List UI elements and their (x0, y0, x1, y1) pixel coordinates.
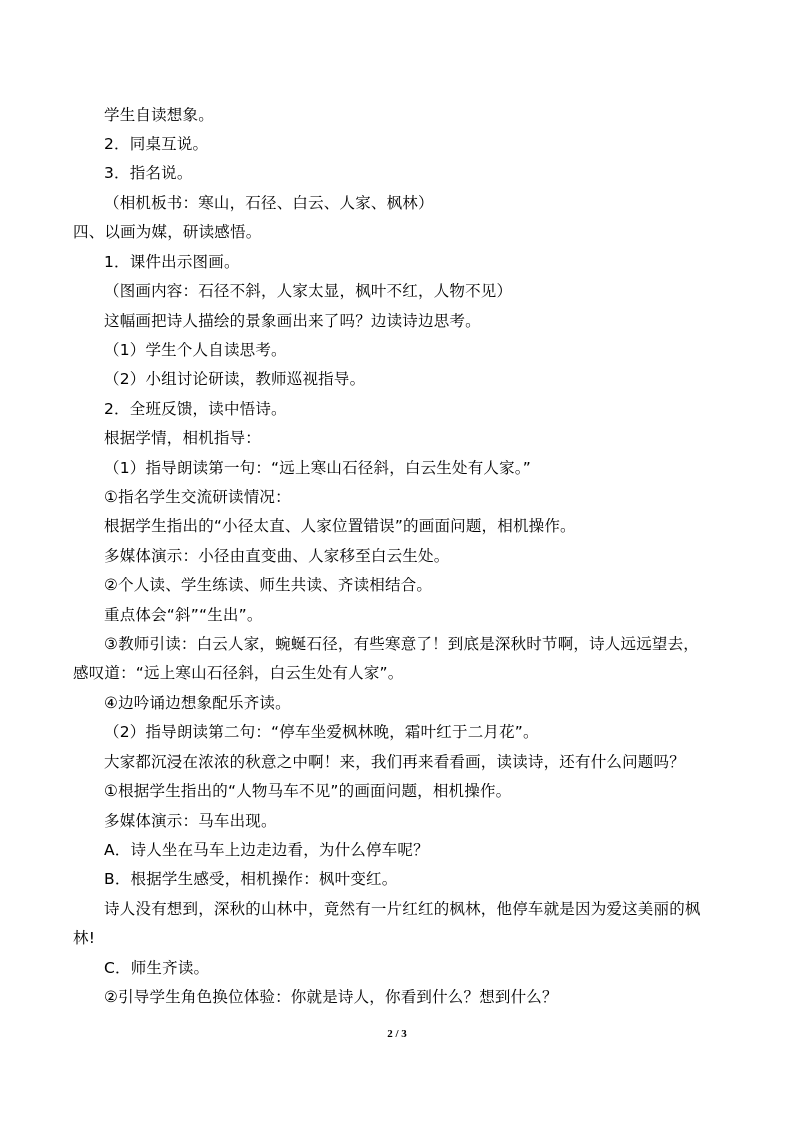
text-line: 根据学情，相机指导： (104, 429, 262, 447)
text-line: （相机板书：寒山，石径、白云、人家、枫林） (104, 194, 434, 212)
text-line: （2）指导朗读第二句：“停车坐爱枫林晚，霜叶红于二月花”。 (104, 723, 539, 741)
text-line: 林! (73, 929, 96, 947)
text-line: ②引导学生角色换位体验：你就是诗人，你看到什么？想到什么？ (104, 988, 558, 1006)
text-line: 感叹道：“远上寒山石径斜，白云生处有人家”。 (73, 664, 404, 682)
text-line: ③教师引读：白云人家，蜿蜒石径，有些寒意了！到底是深秋时节啊，诗人远远望去， (104, 635, 699, 653)
text-line: 大家都沉浸在浓浓的秋意之中啊！来，我们再来看看画，读读诗，还有什么问题吗？ (104, 753, 685, 771)
text-line: ①指名学生交流研读情况： (104, 488, 291, 506)
text-line: 这幅画把诗人描绘的景象画出来了吗？边读诗边思考。 (104, 312, 481, 330)
section-heading: 四、以画为媒，研读感悟。 (73, 223, 262, 241)
text-line: 2．同桌互说。 (104, 135, 209, 153)
text-line: 多媒体演示：小径由直变曲、人家移至白云生处。 (104, 547, 450, 565)
text-line: （1）指导朗读第一句：“远上寒山石径斜，白云生处有人家。” (104, 459, 531, 477)
page-number: 2 / 3 (387, 1028, 407, 1040)
text-line: ①根据学生指出的“人物马车不见”的画面问题，相机操作。 (104, 782, 512, 800)
text-line: 学生自读想象。 (104, 106, 214, 124)
text-line: 多媒体演示：马车出现。 (104, 812, 277, 830)
text-line: （1）学生个人自读思考。 (104, 341, 287, 359)
text-line: B．根据学生感受，相机操作：枫叶变红。 (104, 870, 398, 888)
text-line: A．诗人坐在马车上边走边看，为什么停车呢？ (104, 841, 429, 859)
text-line: 2．全班反馈，读中悟诗。 (104, 400, 287, 418)
text-line: 根据学生指出的“小径太直、人家位置错误”的画面问题，相机操作。 (104, 517, 576, 535)
text-line: 诗人没有想到，深秋的山林中，竟然有一片红红的枫林，他停车就是因为爱这美丽的枫 (104, 900, 701, 918)
text-line: （2）小组讨论研读，教师巡视指导。 (104, 370, 366, 388)
text-line: 3．指名说。 (104, 164, 193, 182)
text-line: ④边吟诵边想象配乐齐读。 (104, 694, 291, 712)
text-line: 重点体会“斜”“生出”。 (104, 606, 263, 624)
text-line: ②个人读、学生练读、师生共读、齐读相结合。 (104, 576, 433, 594)
text-line: 1．课件出示图画。 (104, 253, 240, 271)
text-line: （图画内容：石径不斜，人家太显，枫叶不红，人物不见） (104, 282, 513, 300)
text-line: C．师生齐读。 (104, 959, 210, 977)
